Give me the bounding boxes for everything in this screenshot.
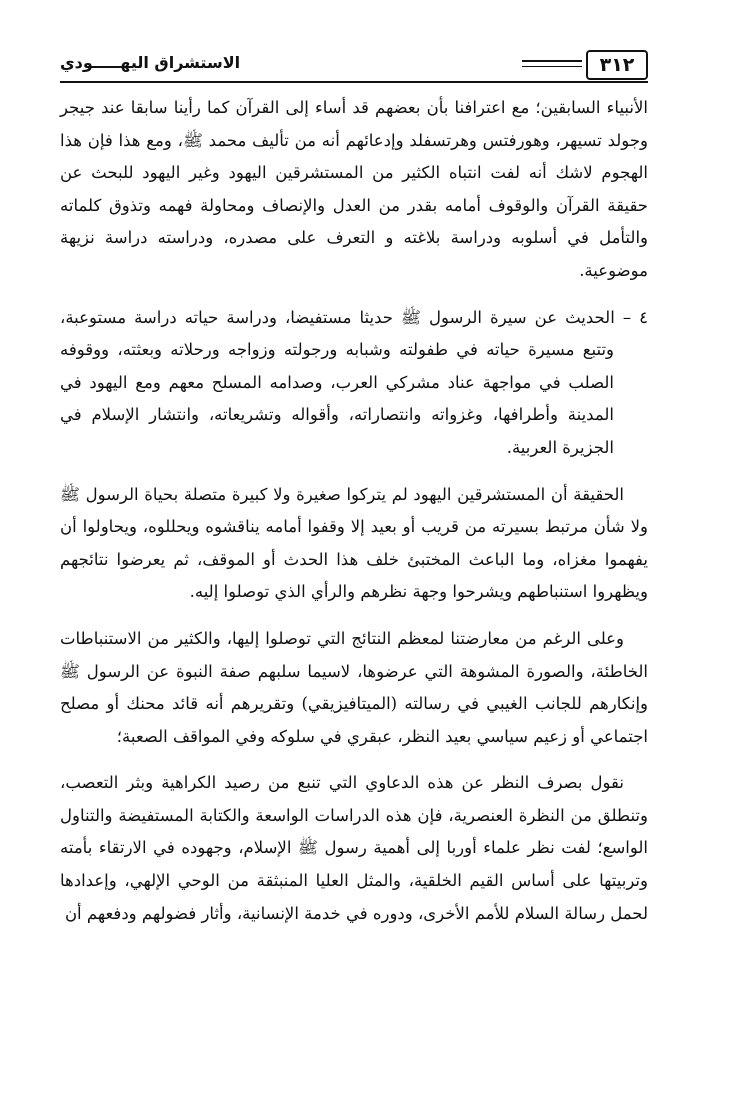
paragraph: نقول بصرف النظر عن هذه الدعاوي التي تنبع من رصيد الكراهية وبثر التعصب، وتنطلق من النظرة العنصرية، فإن هذه الدراسات الواسعة والكتابة المستفيضة والتناول الواسع؛ لفت نظر علماء أوربا إلى أهمية رسول ﷺ الإسلام، وجهوده في الارتقاء بأمته وتربيتها على أساس القيم الخلقية، والمثل العليا المنبثقة من الوحي الإلهي، وإعدادها لحمل رسالة السلام للأمم الأخرى، ودوره في خدمة الإنسانية، وأثار فضولهم ودفعهم أن — [60, 773, 648, 923]
page-body — [60, 92, 648, 930]
list-item-4: ٤ – الحديث عن سيرة الرسول ﷺ حديثا مستفيضا، ودراسة حياته دراسة مستوعبة، وتتبع مسيرة حياته في طفولته وشبابه ورجولته وزواجه ورحلاته وبعثته، ووقوفه الصلب في مواجهة عناد مشركي العرب، وصدامه المسلح معهم ومع اليهود في المدينة وأطرافها، وغزواته وانتصاراته، وأقواله وتشريعاته، وانتشار الإسلام في الجزيرة العربية. — [60, 307, 648, 457]
header-ornament-rule — [522, 60, 582, 67]
paragraph: وعلى الرغم من معارضتنا لمعظم النتائج التي توصلوا إليها، والكثير من الاستنباطات الخاطئة، والصورة المشوهة التي عرضوها، لاسيما سلبهم صفة النبوة عن الرسول ﷺ وإنكارهم للجانب الغيبي في رسالته (الميتافيزيقي) وتقريرهم أنه قائد محنك أو مصلح اجتماعي أو زعيم سياسي بعيد النظر، عبقري في سلوكه وفي المواقف الصعبة؛ — [60, 628, 648, 746]
page-number: ٣١٢ — [586, 50, 648, 80]
page-header — [60, 44, 648, 84]
running-title: الاستشراق اليهـــــودي — [60, 53, 241, 72]
paragraph-continuation: الأنبياء السابقين؛ مع اعترافنا بأن بعضهم قد أساء إلى القرآن كما رأينا سابقا عند جيجر وجولد تسيهر، وهورفتس وهرتسفلد وإدعائهم أنه من تأليف محمد ﷺ، ومع هذا فإن هذا الهجوم لاشك أنه لفت انتباه الكثير من المستشرقين اليهود وغير اليهود للبحث عن حقيقة القرآن والوقوف أمامه بقدر من العدل والإنصاف ومحاولة فهمه وتذوق كلماته والتأمل في أسلوبه ودراسة بلاغته و التعرف على مصدره، ودراسته دراسة نزيهة موضوعية. — [60, 98, 648, 280]
header-divider — [60, 81, 648, 83]
paragraph: الحقيقة أن المستشرقين اليهود لم يتركوا صغيرة ولا كبيرة متصلة بحياة الرسول ﷺ ولا شأن مرتبط بسيرته من قريب أو بعيد إلا وقفوا أمامه يناقشوه ويحللوه، ويحاولوا أن يفهموا مغزاه، وما الباعث المختبئ خلف هذا الحدث أو الموقف، ثم يعرضوا نتائجهم ويظهروا استنباطهم ويشرحوا وجهة نظرهم والرأي الذي توصلوا إليه. — [60, 484, 648, 602]
